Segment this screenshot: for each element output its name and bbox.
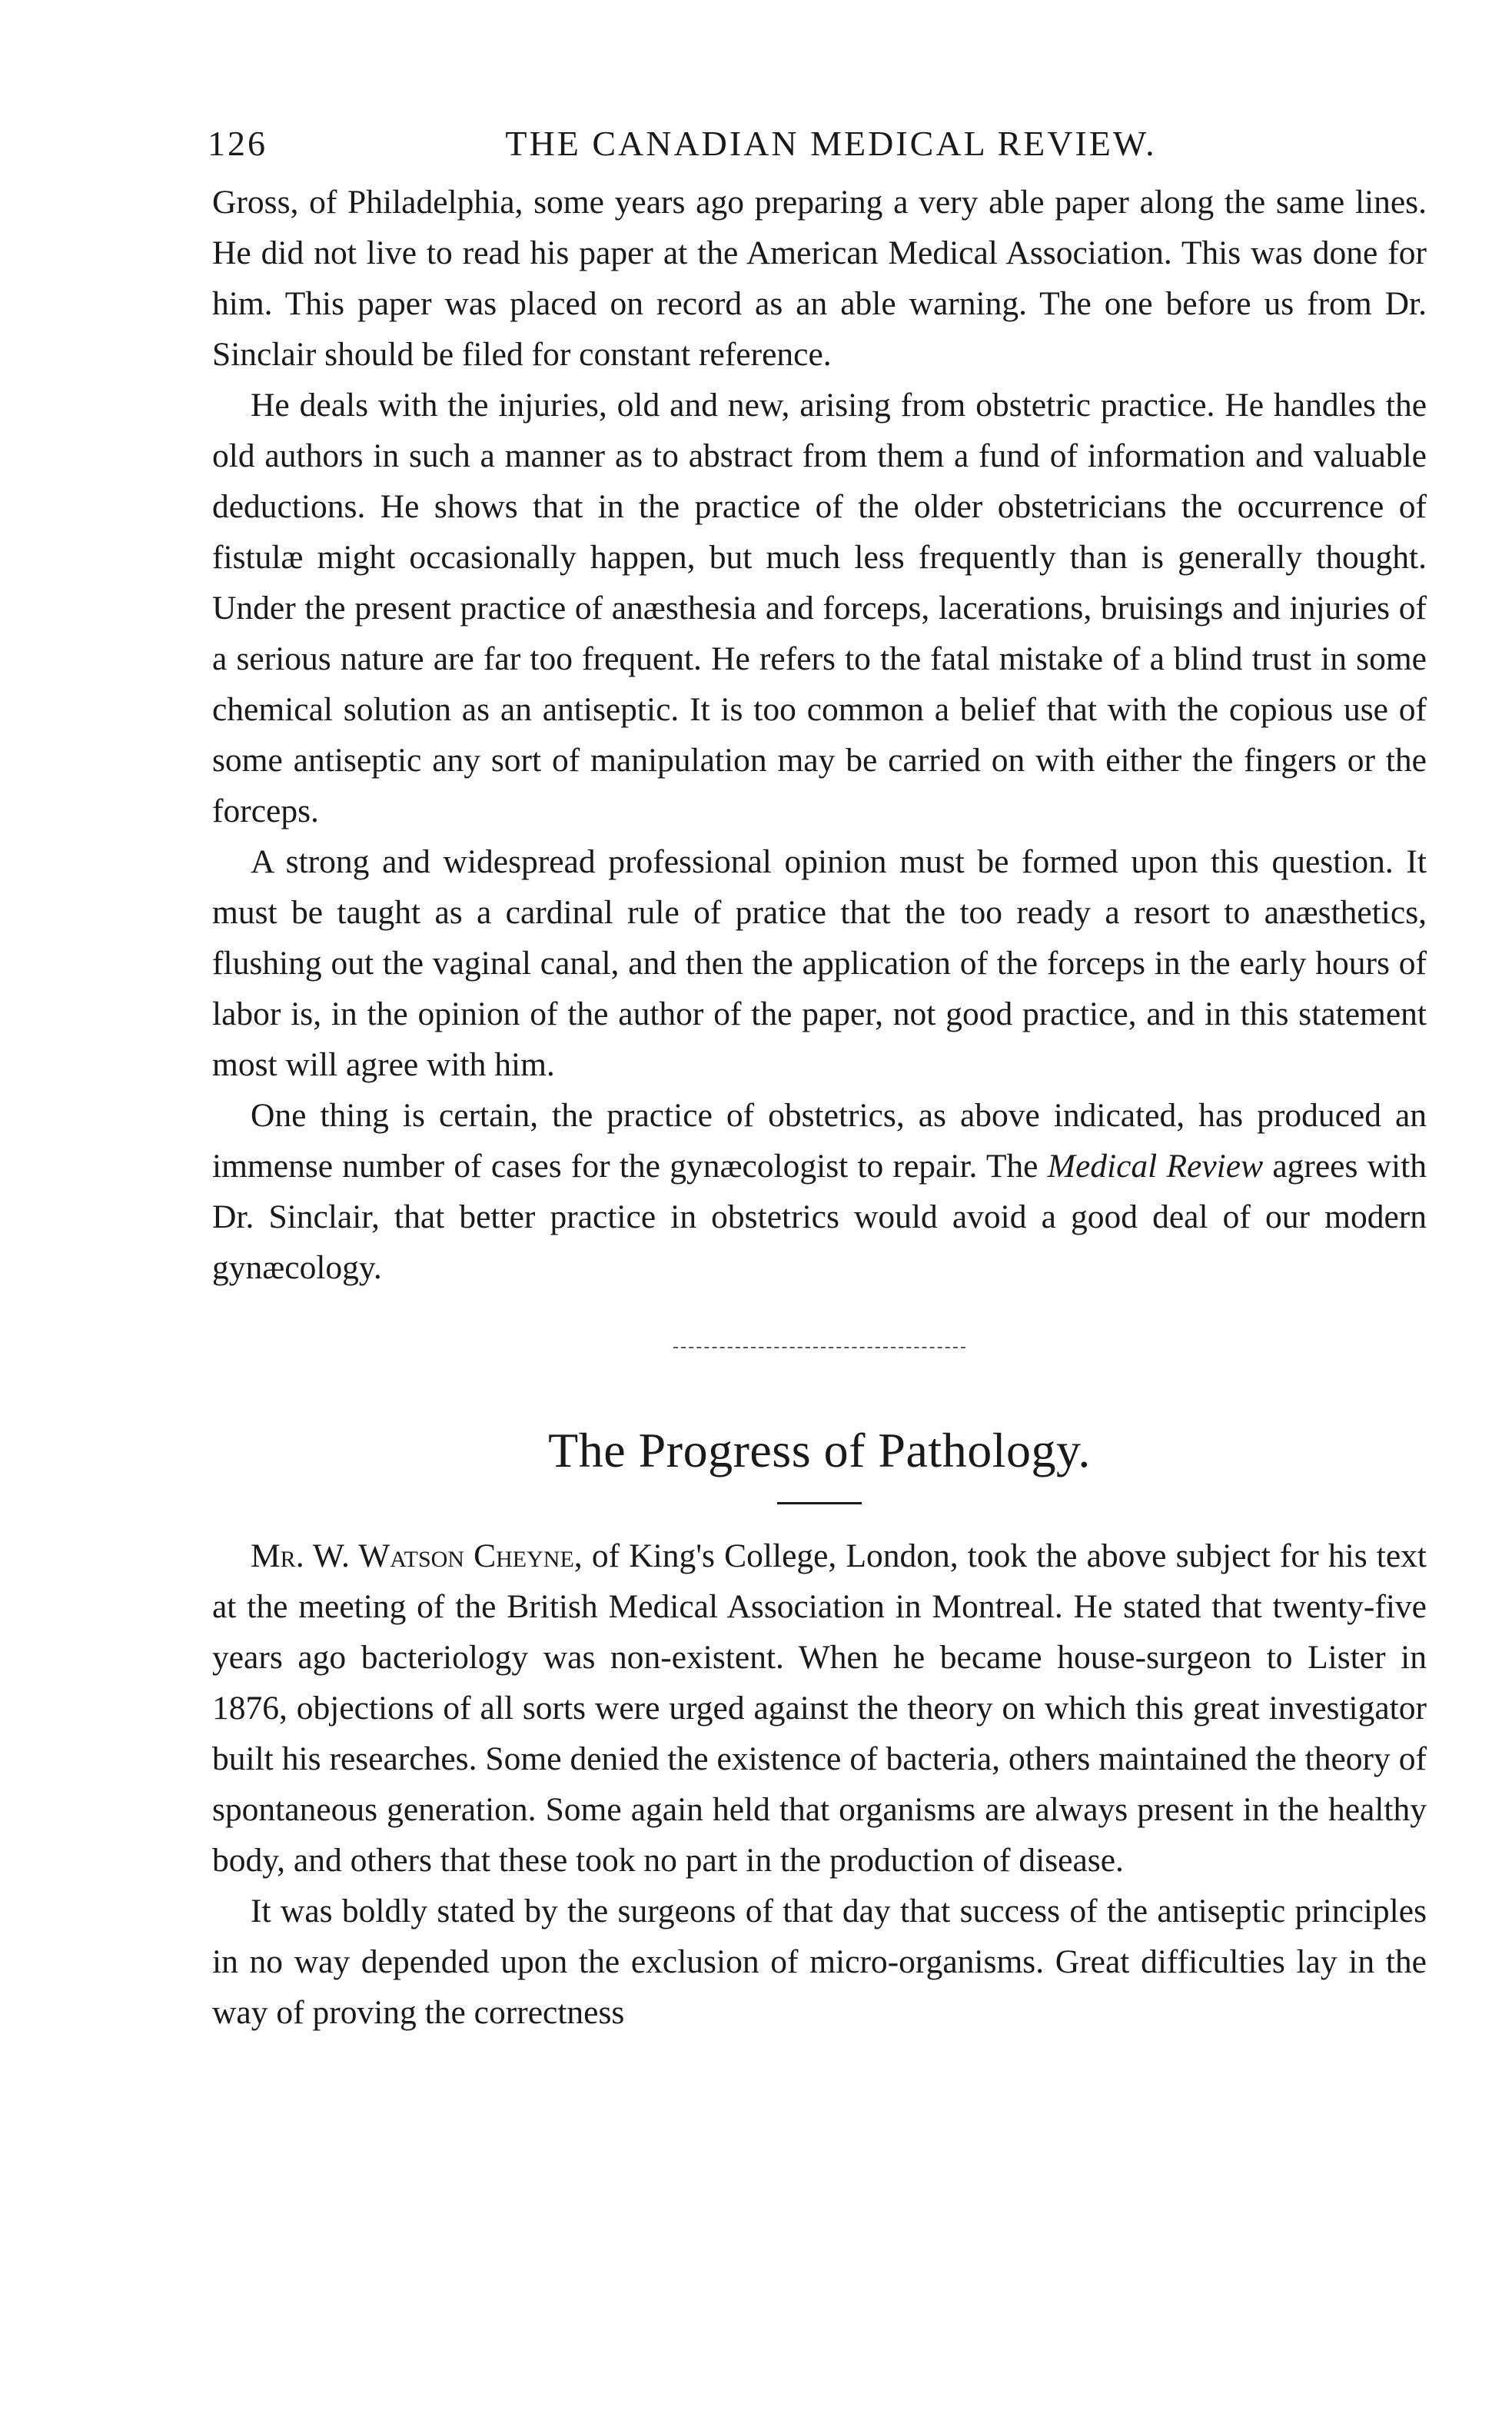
paragraph: It was boldly stated by the surgeons of that day that success of the antiseptic principles in no way depended upon the exclusion of micro-organisms. Great difficulties lay in the way of proving the correctness <box>212 1893 1427 2031</box>
article-obstetric-injuries <box>212 177 1427 1293</box>
article-title: The Progress of Pathology. <box>548 1423 1091 1477</box>
section-divider <box>673 1347 965 1348</box>
journal-title: THE CANADIAN MEDICAL REVIEW. <box>505 124 1157 163</box>
journal-name-italic: Medical Review <box>1047 1148 1264 1185</box>
book-page <box>208 115 1427 2038</box>
paragraph <box>212 1090 1427 1293</box>
running-head <box>208 115 1427 177</box>
author-name: Mr. W. Watson Cheyne <box>251 1537 574 1574</box>
paragraph: Gross, of Philadelphia, some years ago preparing a very able paper along the same lines. He did not live to read his paper at the American Medical Association. This was done for him. This paper was placed on record as an able warning. The one before us from Dr. Sinclair should be filed for constant reference. <box>212 184 1427 373</box>
page-number: 126 <box>208 124 268 163</box>
paragraph <box>212 1531 1427 1886</box>
paragraph: He deals with the injuries, old and new, arising from obstetric practice. He handles the old authors in such a manner as to abstract from them a fund of information and valuable deductions. He shows that in the practice of the older obstetricians the occurrence of fistulæ might occasionally happen, but much less frequently than is generally thought. Under the present practice of anæsthesia and forceps, lacerations, bruisings and injuries of a serious nature are far too frequent. He refers to the fatal mistake of a blind trust in some chemical solution as an antiseptic. It is too common a belief that with the copious use of some antiseptic any sort of manipulation may be carried on with either the fingers or the forceps. <box>212 387 1427 829</box>
paragraph: A strong and widespread professional opinion must be formed upon this question. It must be taught as a cardinal rule of pratice that the too ready a resort to anæsthetics, flushing out the vaginal canal, and then the application of the forceps in the early hours of labor is, in the opinion of the author of the paper, not good practice, and in this statement most will agree with him. <box>212 843 1427 1083</box>
paragraph-text: agrees with Dr. Sinclair, that better practice in obstetrics would avoid a good deal of our modern gynæcology. <box>212 1148 1427 1286</box>
article-progress-of-pathology <box>212 1422 1427 2038</box>
paragraph-text: One thing is certain, the practice of obstetrics, as above indicated, has produced an immense number of cases for the gynæcologist to repair. The <box>212 1097 1427 1185</box>
paragraph-text: , of King's College, London, took the above subject for his text at the meeting of the British Medical Association in Montreal. He stated that twenty-five years ago bacteriology was non-existent. When he became house-surgeon to Lister in 1876, objections of all sorts were urged against the theory on which this great investigator built his researches. Some denied the existence of bacteria, others maintained the theory of spontaneous generation. Some again held that organisms are always present in the healthy body, and others that these took no part in the production of disease. <box>212 1537 1427 1879</box>
title-underline <box>777 1502 862 1504</box>
